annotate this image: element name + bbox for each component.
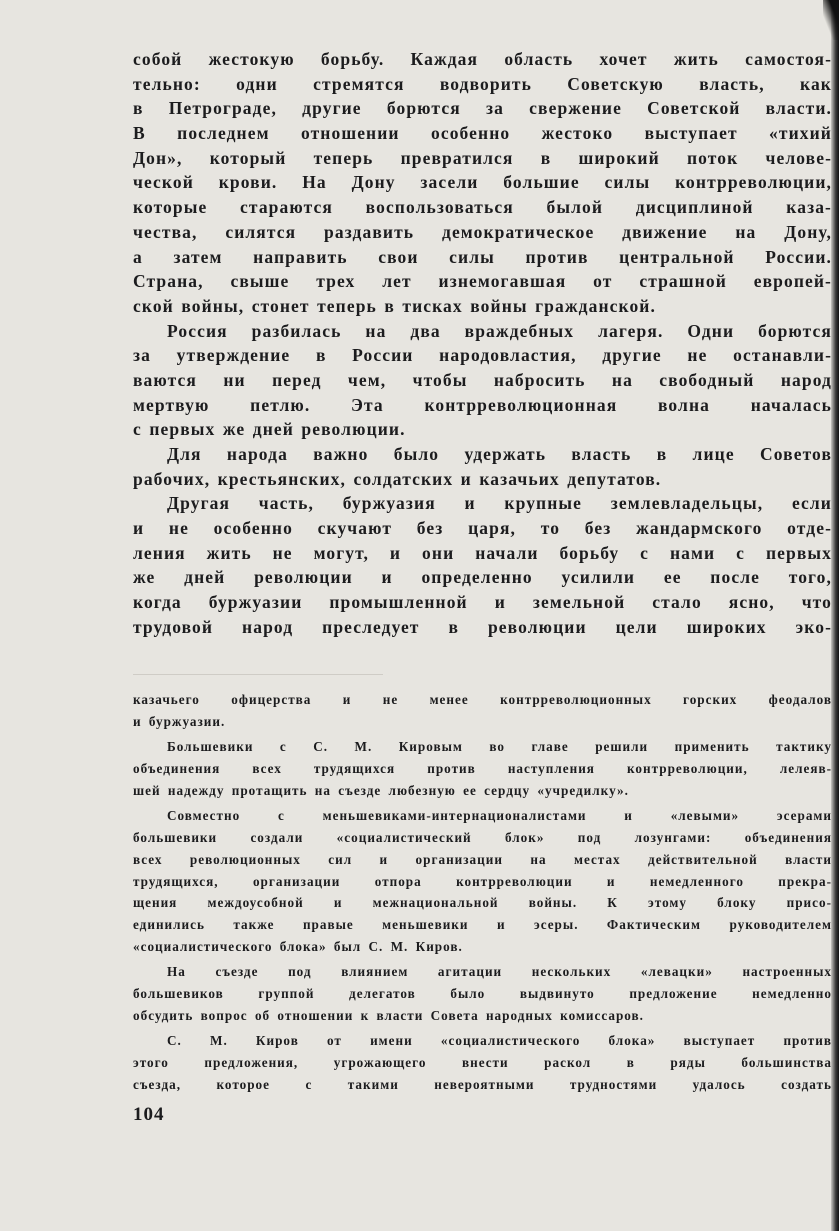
book-spine-shadow	[831, 0, 839, 1231]
text-line: казачьего офицерства и не менее контрреволюционных горских феодалов	[133, 692, 832, 707]
text-line: а затем направить свои силы против центральной России.	[133, 246, 832, 267]
text-line: На съезде под влиянием агитации нескольких «левацки» настроенных	[167, 964, 832, 980]
text-line: собой жестокую борьбу. Каждая область хочет жить самостоя-	[133, 49, 832, 69]
text-line: ской войны, стонет теперь в тисках войны гражданской.	[133, 295, 656, 316]
text-line: Россия разбилась на два враждебных лагеря. Одни борются	[167, 320, 832, 341]
text-line: съезда, которое с такими невероятными трудностями удалось создать	[133, 1076, 832, 1092]
text-line: объединения всех трудящихся против наступления контрреволюции, лелеяв-	[133, 761, 832, 777]
text-line: с первых же дней революции.	[133, 419, 406, 440]
text-line: тельно: одни стремятся водворить Советскую власть, как	[133, 73, 832, 94]
text-line: мертвую петлю. Эта контрреволюционная волна началась	[133, 394, 832, 415]
text-line: щения междоусобной и межнациональной войны. К этому блоку присо-	[133, 895, 832, 911]
main-text	[133, 47, 832, 640]
text-line: С. М. Киров от имени «социалистического блока» выступает против	[167, 1033, 832, 1049]
footnote-text	[133, 689, 832, 1095]
text-line: ления жить не могут, и они начали борьбу с нами с первых	[133, 542, 832, 563]
text-line: трудовой народ преследует в революции цели широких эко-	[133, 616, 832, 637]
text-line: Для народа важно было удержать власть в лице Советов	[167, 444, 832, 464]
text-line: Страна, свыше трех лет изнемогавшая от страшной европей-	[133, 271, 832, 292]
text-line: чества, силятся раздавить демократическое движение на Дону,	[133, 221, 832, 242]
text-line: «социалистического блока» был С. М. Киров.	[133, 938, 463, 954]
text-line: трудящихся, организации отпора контрреволюции и немедленного прекра-	[133, 873, 832, 889]
page-number: 104	[133, 1104, 165, 1125]
paragraph	[133, 736, 832, 801]
text-line: которые стараются воспользоваться былой дисциплиной каза-	[133, 197, 832, 218]
text-line: Другая часть, буржуазия и крупные землевладельцы, если	[167, 493, 832, 514]
text-line: за утверждение в России народовластия, другие не останавли-	[133, 345, 832, 366]
text-line: этого предложения, угрожающего внести раскол в ряды большинства	[133, 1055, 832, 1070]
text-line: всех революционных сил и организации на местах действительной власти	[133, 851, 832, 867]
text-line: рабочих, крестьянских, солдатских и казачьих депутатов.	[133, 468, 662, 489]
paragraph	[133, 1030, 832, 1095]
text-line: в Петрограде, другие борются за свержение Советской власти.	[133, 98, 832, 119]
paragraph	[133, 442, 832, 491]
footnote-separator	[133, 674, 383, 675]
text-line: когда буржуазии промышленной и земельной стало ясно, что	[133, 592, 832, 613]
page-corner-shadow	[823, 0, 839, 40]
paragraph	[133, 805, 832, 957]
text-line: и буржуазии.	[133, 713, 226, 729]
text-line: ческой крови. На Дону засели большие силы контрреволюции,	[133, 172, 832, 193]
paragraph	[133, 47, 832, 319]
paragraph	[133, 319, 832, 442]
paragraph	[133, 961, 832, 1026]
text-line: же дней революции и определенно усилили ее после того,	[133, 567, 832, 588]
paragraph	[133, 491, 832, 639]
text-line: шей надежду протащить на съезде любезную ее сердцу «учредилку».	[133, 782, 629, 798]
text-line: В последнем отношении особенно жестоко выступает «тихий	[133, 123, 832, 144]
text-line: обсудить вопрос об отношении к власти Совета народных комиссаров.	[133, 1007, 644, 1023]
text-line: Совместно с меньшевиками-интернационалистами и «левыми» эсерами	[167, 808, 832, 824]
text-line: большевики создали «социалистический блок» под лозунгами: объединения	[133, 830, 832, 846]
text-line: ваются ни перед чем, чтобы набросить на свободный народ	[133, 369, 832, 390]
text-line: большевиков группой делегатов было выдвинуто предложение немедленно	[133, 985, 832, 1001]
text-line: единились также правые меньшевики и эсеры. Фактическим руководителем	[133, 916, 832, 932]
paragraph	[133, 689, 832, 732]
text-line: и не особенно скучают без царя, то без жандармского отде-	[133, 518, 832, 539]
text-line: Большевики с С. М. Кировым во главе решили применить тактику	[167, 739, 832, 755]
text-line: Дон», который теперь превратился в широкий поток челове-	[133, 147, 832, 168]
